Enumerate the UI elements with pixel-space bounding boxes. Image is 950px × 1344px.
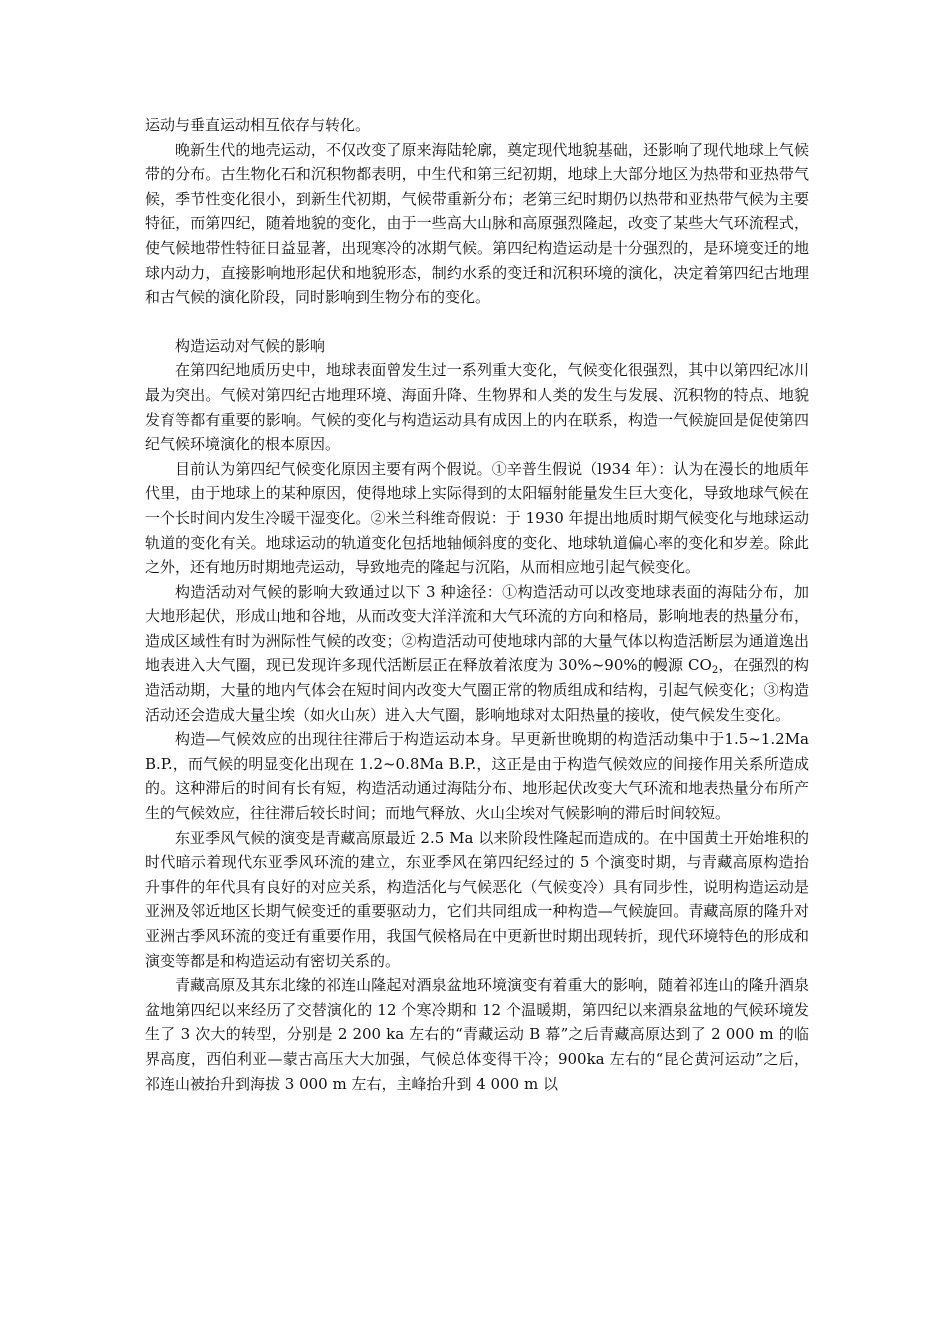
paragraph-quaternary-climate: 在第四纪地质历史中，地球表面曾发生过一系列重大变化，气候变化很强烈，其中以第四纪冰川最为突出。气候对第四纪古地理环境、海面升降、生物界和人类的发生与发展、沉积物的特点、地貌发育等都有重要的影响。气候的变化与构造运动具有成因上的内在联系，构造一气候旋回是促使第四纪气候环境演化的根本原因。 (145, 361, 809, 454)
paragraph-neogene-crustal-movement: 晚新生代的地壳运动，不仅改变了原来海陆轮廓，奠定现代地貌基础，还影响了现代地球上气候带的分布。古生物化石和沉积物都表明，中生代和第三纪初期，地球上大部分地区为热带和亚热带气候，季节性变化很小，到新生代初期，气候带重新分布；老第三纪时期仍以热带和亚热带气候为主要特征，而第四纪，随着地貌的变化，由于一些高大山脉和高原强烈隆起，改变了某些大气环流程式，使气候地带性特征日益显著，出现寒冷的冰期气候。第四纪构造运动是十分强烈的，是环境变迁的地球内动力，直接影响地形起伏和地貌形态，制约水系的变迁和沉积环境的演化，决定着第四纪古地理和古气候的演化阶段，同时影响到生物分布的变化。 (145, 140, 809, 307)
section-heading: 构造运动对气候的影响 (175, 336, 326, 355)
paragraph-continuation: 运动与垂直运动相互依存与转化。 (145, 116, 371, 134)
document-body (145, 113, 809, 1096)
paragraph-east-asian-monsoon: 东亚季风气候的演变是青藏高原最近 2.5 Ma 以来阶段性隆起而造成的。在中国黄土开始堆积的时代暗示着现代东亚季风环流的建立，东亚季风在第四纪经过的 5 个演变时期，与青藏高原构造抬升事件的年代具有良好的对应关系，构造活化与气候恶化（气候变冷）具有同步性，说明构造运动是亚洲及邻近地区长期气候变迁的重要驱动力，它们共同组成一种构造—气候旋回。青藏高原的隆升对亚洲古季风环流的变迁有重要作用，我国气候格局在中更新世时期出现转折，现代环境特色的形成和演变等都是和构造运动有密切关系的。 (145, 828, 809, 970)
co2-subscript: 2 (711, 665, 719, 677)
paragraph-tectonic-pathways (145, 580, 809, 728)
paragraph-tectonic-pathways-part1: 构造活动对气候的影响大致通过以下 3 种途径：①构造活动可以改变地球表面的海陆分布，加大地形起伏，形成山地和谷地，从而改变大洋洋流和大气环流的方向和格局，影响地表的热量分布，造成区域性有时为洲际性气候的改变；②构造活动可使地球内部的大量气体以构造活断层为通道逸出地表进入大气圈，现已发现许多现代活断层正在释放着浓度为 30%~90%的幔源 CO (145, 582, 809, 675)
paragraph-qilian-uplift: 青藏高原及其东北缘的祁连山隆起对酒泉盆地环境演变有着重大的影响，随着祁连山的隆升酒泉盆地第四纪以来经历了交替演化的 12 个寒冷期和 12 个温暖期，第四纪以来酒泉盆地的气候环境发生了 3 次大的转型，分别是 2 200 ka 左右的“青藏运动 B 幕”之后青藏高原达到了 2 000 m 的临界高度，西伯利亚—蒙古高压大大加强，气候总体变得干冷；900ka 左右的“昆仑黄河运动”之后，祁连山被抬升到海拔 3 000 m 左右，主峰抬升到 4 000 m 以 (145, 976, 809, 1093)
paragraph-lag-effect: 构造—气候效应的出现往往滞后于构造运动本身。早更新世晚期的构造活动集中于1.5~1.2Ma B.P.，而气候的明显变化出现在 1.2~0.8Ma B.P.，这正是由于构造气候效应的间接作用关系所造成的。这种滞后的时间有长有短，构造活动通过海陆分布、地形起伏改变大气环流和地表热量分布所产生的气候效应，往往滞后较长时间；而地气释放、火山尘埃对气候影响的滞后时间较短。 (145, 730, 809, 823)
paragraph-hypotheses: 目前认为第四纪气候变化原因主要有两个假说。①辛普生假说（l934 年）：认为在漫长的地质年代里，由于地球上的某种原因，使得地球上实际得到的太阳辐射能量发生巨大变化，导致地球气候在一个长时间内发生冷暖干湿变化。②米兰科维奇假说：于 1930 年提出地质时期气候变化与地球运动轨道的变化有关。地球运动的轨道变化包括地轴倾斜度的变化、地球轨道偏心率的变化和岁差。除此之外，还有地历时期地壳运动，导致地壳的隆起与沉陷，从而相应地引起气候变化。 (145, 459, 809, 577)
paragraph-tectonic-pathways-part2: ，在强烈的构造活动期，大量的地内气体会在短时间内改变大气圈正常的物质组成和结构，引起气候变化；③构造活动还会造成大量尘埃（如火山灰）进入大气圈，影响地球对太阳热量的接收，使气候发生变化。 (145, 656, 809, 724)
